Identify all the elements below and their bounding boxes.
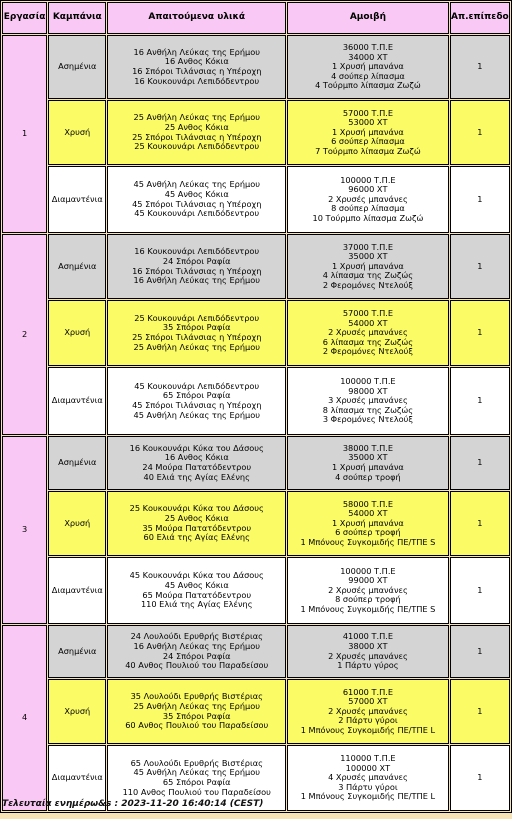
materials-cell: [107, 100, 286, 165]
reward-line: 2 Χρυσές μπανάνες: [328, 327, 408, 338]
header-reward: Αμοιβή: [287, 2, 449, 34]
reward-line: 4 Χρυσές μπανάνες: [328, 772, 408, 783]
material-line: 24 Σπόροι Ραφία: [162, 255, 231, 266]
reward-line: 57000 Τ.Π.Ε: [342, 308, 393, 319]
reward-line: 6 λίπασμα της Ζωζώς: [322, 336, 414, 347]
reward-cell: [287, 166, 449, 233]
material-line: 65 Σπόροι Ραφία: [162, 390, 231, 401]
materials-cell: [107, 557, 286, 624]
reward-line: 54000 ΧΤ: [348, 317, 388, 328]
level-cell: 1: [450, 35, 510, 99]
level-cell: 1: [450, 166, 510, 233]
campaign-cell: Διαμαντένια: [48, 166, 106, 233]
material-line: 25 Ανθήλη Λεύκας της Ερήμου: [133, 112, 260, 123]
material-line: 25 Ανθος Κόκια: [164, 512, 229, 523]
reward-line: 98000 ΧΤ: [348, 385, 388, 396]
material-line: 35 Λουλούδι Ερυθρής Βιστέριας: [130, 691, 263, 702]
reward-cell: [287, 35, 449, 99]
reward-line: 2 Χρυσές μπανάνες: [328, 193, 408, 204]
material-line: 16 Κουκουνάρι Λεπιδόδεντρου: [134, 75, 260, 86]
campaign-cell: Ασημένια: [48, 625, 106, 678]
reward-cell: [287, 679, 449, 744]
material-line: 16 Ανθήλη Λεύκας της Ερήμου: [133, 275, 260, 286]
material-line: 35 Σπόροι Ραφία: [162, 322, 231, 333]
reward-line: 36000 Τ.Π.Ε: [342, 42, 393, 53]
campaign-cell: Χρυσή: [48, 491, 106, 556]
reward-cell: [287, 100, 449, 165]
reward-line: 3 Πάρτυ γύροι: [338, 781, 398, 792]
material-line: 45 Σπόροι Τιλάνσιας η Υπέροχη: [132, 198, 262, 209]
reward-line: 2 Χρυσές μπανάνες: [328, 650, 408, 661]
material-line: 25 Σπόροι Τιλάνσιας η Υπέροχη: [132, 131, 262, 142]
material-line: 45 Κουκουνάρι Κύκα του Δάσους: [129, 570, 264, 581]
task-number-cell: 4: [2, 625, 47, 811]
table-row: [2, 436, 510, 490]
level-cell: 1: [450, 625, 510, 678]
level-cell: 1: [450, 367, 510, 435]
campaign-cell: Ασημένια: [48, 234, 106, 299]
level-cell: 1: [450, 679, 510, 744]
table-row: [2, 100, 510, 165]
header-row: [2, 2, 510, 34]
material-line: 45 Κουκουνάρι Λεπιδόδεντρου: [134, 380, 260, 391]
material-line: 40 Ανθος Πουλιού του Παραδείσου: [125, 660, 269, 671]
campaign-cell: Ασημένια: [48, 35, 106, 99]
material-line: 35 Μούρα Πατατόδεντρου: [142, 522, 252, 533]
reward-line: 53000 ΧΤ: [348, 117, 388, 128]
campaign-cell: Διαμαντένια: [48, 557, 106, 624]
material-line: 16 Κουκουνάρι Κύκα του Δάσους: [129, 442, 264, 453]
reward-line: 99000 ΧΤ: [348, 575, 388, 586]
reward-line: 57000 ΧΤ: [348, 696, 388, 707]
material-line: 65 Σπόροι Ραφία: [162, 777, 231, 787]
material-line: 25 Ανθήλη Λεύκας της Ερήμου: [133, 700, 260, 711]
materials-cell: [107, 35, 286, 99]
table-row: [2, 625, 510, 678]
material-line: 45 Σπόροι Τιλάνσιας η Υπέροχη: [132, 400, 262, 410]
header-materials: Απαιτούμενα υλικά: [107, 2, 286, 34]
reward-line: 7 Τούρμπο λίπασμα Ζωζώ: [315, 145, 421, 156]
reward-line: 1 Πάρτυ γύρος: [337, 660, 399, 671]
material-line: 16 Ανθος Κόκια: [164, 56, 229, 67]
reward-line: 61000 Τ.Π.Ε: [342, 686, 393, 697]
material-line: 16 Σπόροι Τιλάνσιας η Υπέροχη: [132, 265, 262, 276]
campaign-cell: Διαμαντένια: [48, 367, 106, 435]
reward-line: 35000 ΧΤ: [348, 251, 388, 262]
table-row: [2, 679, 510, 744]
material-line: 16 Ανθήλη Λεύκας της Ερήμου: [133, 640, 260, 651]
reward-line: 3 Χρυσές μπανάνες: [328, 395, 408, 406]
reward-line: 38000 Τ.Π.Ε: [342, 442, 393, 453]
material-line: 45 Ανθος Κόκια: [164, 579, 229, 590]
reward-cell: [287, 491, 449, 556]
header-task: Εργασία: [2, 2, 47, 34]
material-line: 16 Κουκουνάρι Λεπιδόδεντρου: [134, 246, 260, 257]
reward-line: 6 σούπερ λίπασμα: [331, 136, 405, 147]
material-line: 25 Ανθος Κόκια: [164, 121, 229, 132]
materials-cell: [107, 234, 286, 299]
task-number-cell: 3: [2, 436, 47, 624]
material-line: 16 Ανθος Κόκια: [164, 452, 229, 463]
material-line: 25 Σπόροι Τιλάνσιας η Υπέροχη: [132, 332, 262, 342]
task-number-cell: 2: [2, 234, 47, 435]
material-line: 24 Μούρα Πατατόδεντρου: [142, 462, 252, 472]
material-line: 40 Ελιά της Αγίας Ελένης: [143, 471, 250, 482]
reward-cell: [287, 436, 449, 490]
reward-line: 100000 Τ.Π.Ε: [340, 174, 396, 185]
campaign-cell: Ασημένια: [48, 436, 106, 490]
reward-line: 1 Χρυσή μπανάνα: [332, 517, 404, 528]
material-line: 25 Κουκουνάρι Λεπιδόδεντρου: [134, 312, 260, 323]
reward-line: 38000 ΧΤ: [348, 640, 388, 651]
material-line: 45 Ανθήλη Λεύκας της Ερήμου: [133, 409, 260, 420]
materials-cell: [107, 679, 286, 744]
material-line: 65 Μούρα Πατατόδεντρου: [142, 589, 252, 600]
reward-cell: [287, 745, 449, 811]
table-row: [2, 491, 510, 556]
materials-cell: [107, 625, 286, 678]
reward-line: 100000 Τ.Π.Ε: [340, 376, 396, 387]
reward-line: 1 Μπόνους Συγκομιδής ΠΕ/ΤΠΕ L: [300, 724, 436, 735]
reward-line: 6 σούπερ τροφή: [335, 527, 401, 538]
reward-line: 34000 ΧΤ: [348, 51, 388, 62]
materials-cell: [107, 166, 286, 233]
material-line: 45 Ανθος Κόκια: [164, 188, 229, 199]
material-line: 25 Κουκουνάρι Λεπιδόδεντρου: [134, 141, 260, 152]
reward-line: 8 λίπασμα της Ζωζώς: [322, 404, 414, 415]
reward-line: 4 σούπερ τροφή: [335, 471, 401, 482]
table-body: [2, 35, 510, 811]
reward-line: 8 σούπερ λίπασμα: [331, 203, 405, 214]
campaign-cell: Χρυσή: [48, 100, 106, 165]
materials-cell: [107, 491, 286, 556]
reward-line: 4 Τούρμπο λίπασμα Ζωζώ: [315, 80, 421, 91]
reward-cell: [287, 367, 449, 435]
reward-line: 54000 ΧΤ: [348, 508, 388, 519]
materials-cell: [107, 436, 286, 490]
level-cell: 1: [450, 300, 510, 366]
reward-line: 4 λίπασμα της Ζωζώς: [322, 270, 414, 281]
reward-line: 58000 Τ.Π.Ε: [342, 498, 393, 509]
reward-cell: [287, 625, 449, 678]
reward-line: 100000 ΧΤ: [345, 762, 391, 773]
table-row: [2, 166, 510, 233]
task-number-cell: 1: [2, 35, 47, 233]
reward-cell: [287, 300, 449, 366]
last-updated-footer: Τελευταία ενημέρω&s : 2023-11-20 16:40:14 (CEST): [2, 799, 264, 809]
material-line: 110 Ελιά της Αγίας Ελένης: [140, 599, 253, 610]
material-line: 24 Λουλούδι Ερυθρής Βιστέριας: [130, 631, 263, 642]
level-cell: 1: [450, 436, 510, 490]
materials-cell: [107, 300, 286, 366]
material-line: 45 Κουκουνάρι Λεπιδόδεντρου: [134, 208, 260, 219]
reward-line: 2 Φερομόνες Ντελούξ: [322, 279, 413, 290]
table-row: [2, 300, 510, 366]
level-cell: 1: [450, 234, 510, 299]
material-line: 25 Κουκουνάρι Κύκα του Δάσους: [129, 503, 264, 514]
table-row: [2, 557, 510, 624]
material-line: 16 Σπόροι Τιλάνσιας η Υπέροχη: [132, 66, 262, 76]
reward-line: 1 Χρυσή μπανάνα: [332, 462, 404, 472]
reward-cell: [287, 557, 449, 624]
reward-line: 8 σούπερ τροφή: [335, 594, 401, 605]
reward-line: 1 Μπόνους Συγκομιδής ΠΕ/ΤΠΕ L: [300, 791, 436, 802]
level-cell: 1: [450, 745, 510, 811]
reward-line: 1 Μπόνους Συγκομιδής ΠΕ/ΤΠΕ S: [300, 603, 436, 614]
reward-line: 10 Τούρμπο λίπασμα Ζωζώ: [312, 212, 424, 223]
reward-line: 96000 ΧΤ: [348, 184, 388, 195]
level-cell: 1: [450, 491, 510, 556]
reward-line: 2 Χρυσές μπανάνες: [328, 584, 408, 595]
table-row: [2, 234, 510, 299]
materials-cell: [107, 367, 286, 435]
material-line: 24 Σπόροι Ραφία: [162, 650, 231, 661]
material-line: 110 Ανθος Πουλιού του Παραδείσου: [122, 786, 271, 797]
material-line: 35 Σπόροι Ραφία: [162, 710, 231, 721]
campaign-cell: Διαμαντένια: [48, 745, 106, 811]
reward-line: 110000 Τ.Π.Ε: [340, 753, 396, 764]
reward-line: 1 Χρυσή μπανάνα: [332, 260, 404, 271]
table-row: [2, 35, 510, 99]
material-line: 16 Ανθήλη Λεύκας της Ερήμου: [133, 46, 260, 57]
reward-line: 2 Φερομόνες Ντελούξ: [322, 346, 413, 357]
reward-line: 2 Πάρτυ γύροι: [338, 715, 398, 726]
header-campaign: Καμπάνια: [48, 2, 106, 34]
campaign-cell: Χρυσή: [48, 679, 106, 744]
level-cell: 1: [450, 100, 510, 165]
reward-line: 41000 Τ.Π.Ε: [342, 631, 393, 642]
reward-cell: [287, 234, 449, 299]
reward-line: 35000 ΧΤ: [348, 452, 388, 463]
material-line: 60 Ελιά της Αγίας Ελένης: [143, 532, 250, 543]
material-line: 25 Ανθήλη Λεύκας της Ερήμου: [133, 341, 260, 352]
reward-line: 1 Χρυσή μπανάνα: [332, 126, 404, 137]
material-line: 65 Λουλούδι Ερυθρής Βιστέριας: [130, 757, 263, 768]
reward-line: 1 Χρυσή μπανάνα: [332, 61, 404, 72]
material-line: 45 Ανθήλη Λεύκας της Ερήμου: [133, 179, 260, 190]
reward-line: 100000 Τ.Π.Ε: [340, 565, 396, 576]
header-level: Απ.επίπεδο: [450, 2, 510, 34]
level-cell: 1: [450, 557, 510, 624]
table-row: [2, 367, 510, 435]
reward-line: 37000 Τ.Π.Ε: [342, 241, 393, 252]
reward-line: 4 σούπερ λίπασμα: [331, 70, 405, 81]
campaign-cell: Χρυσή: [48, 300, 106, 366]
reward-line: 2 Χρυσές μπανάνες: [328, 705, 408, 716]
reward-line: 1 Μπόνους Συγκομιδής ΠΕ/ΤΠΕ S: [300, 536, 436, 547]
material-line: 45 Ανθήλη Λεύκας της Ερήμου: [133, 767, 260, 778]
material-line: 60 Ανθος Πουλιού του Παραδείσου: [125, 720, 269, 731]
reward-line: 3 Φερομόνες Ντελούξ: [322, 414, 413, 425]
reward-line: 57000 Τ.Π.Ε: [342, 107, 393, 118]
